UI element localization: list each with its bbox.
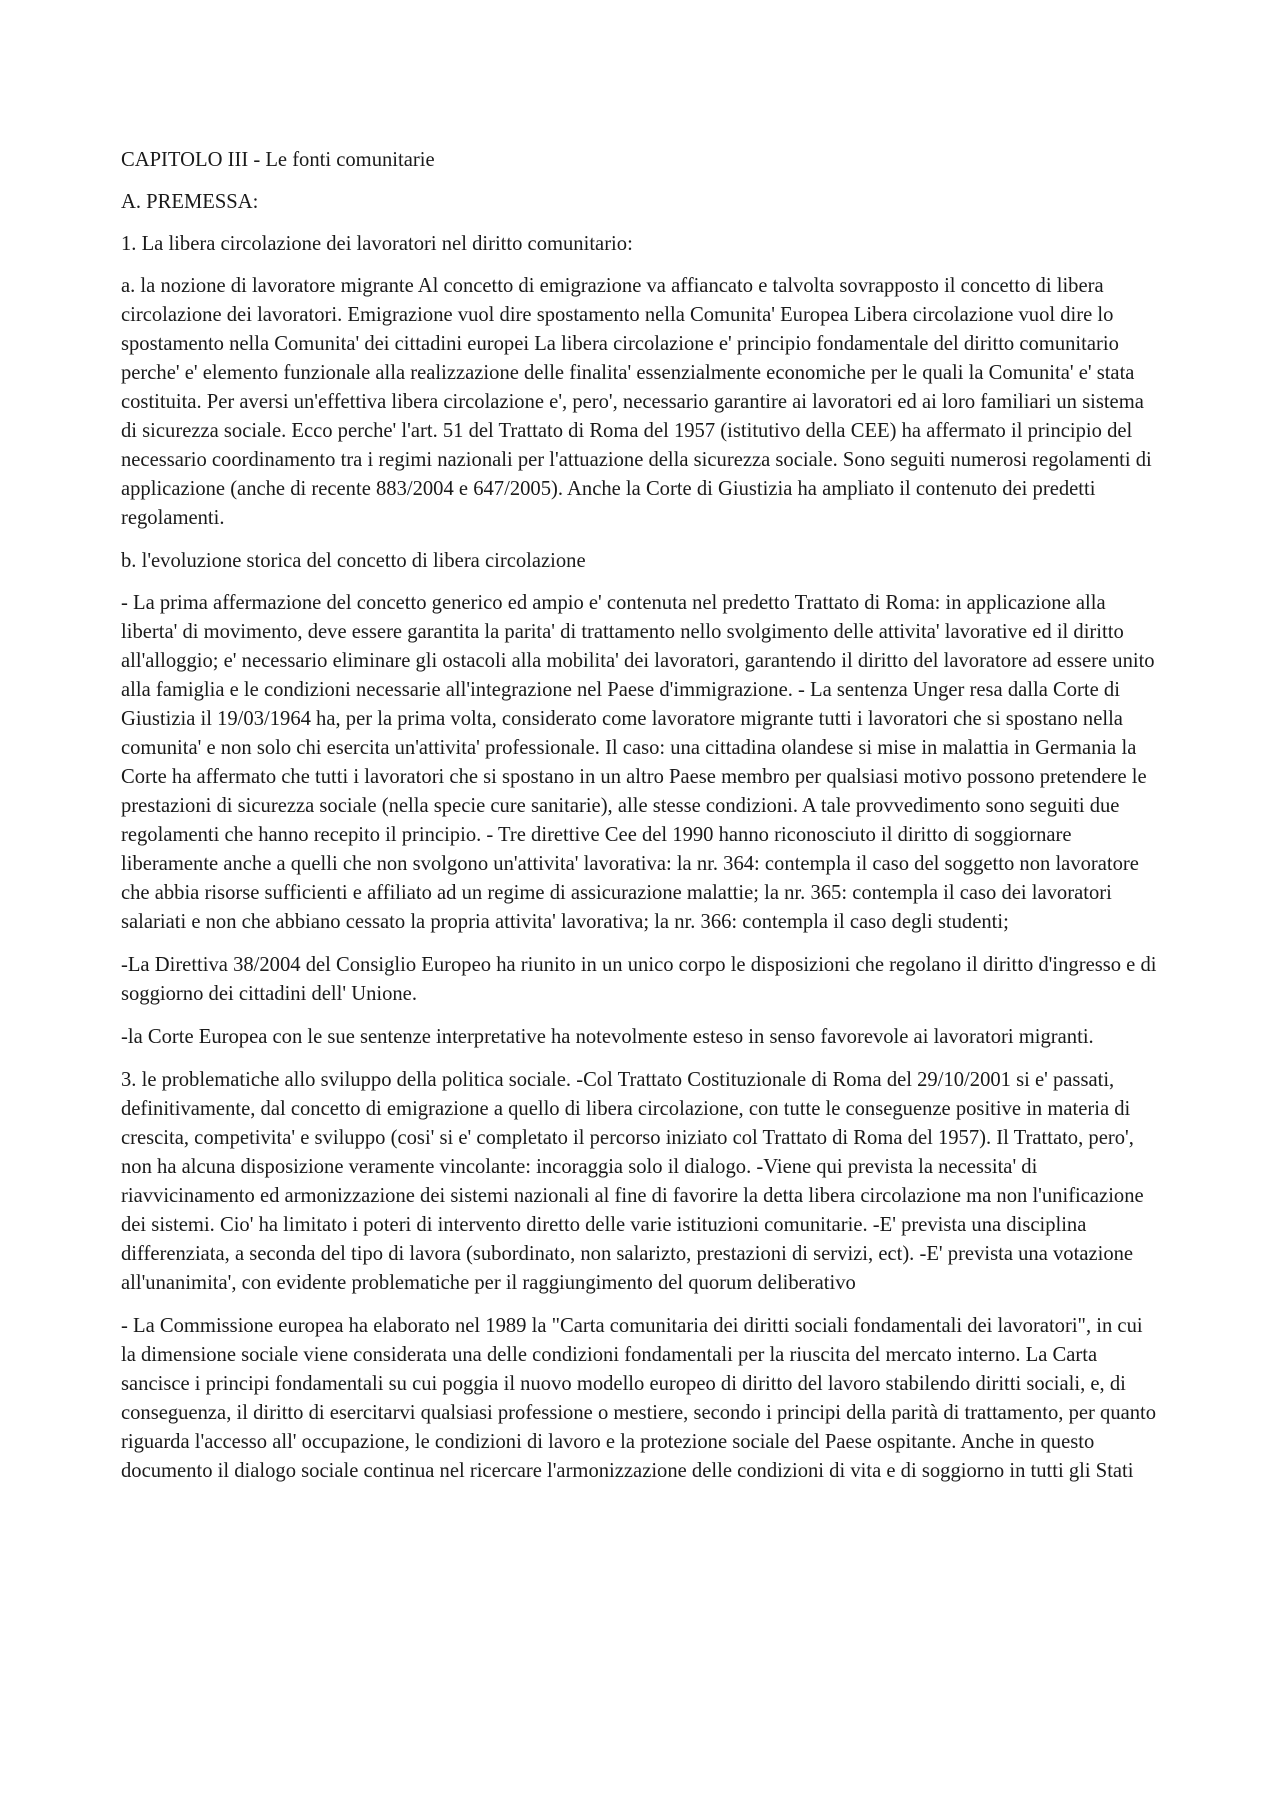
paragraph-court: -la Corte Europea con le sue sentenze interpretative ha notevolmente esteso in senso favorevole ai lavoratori migranti. — [121, 1026, 1094, 1048]
paragraph-evolution: - La prima affermazione del concetto generico ed ampio e' contenuta nel predetto Trattato di Roma: in applicazione alla liberta' di movimento, deve essere garantita la parita' di trattamento nello svolgimento delle attivita' lavorative ed il diritto all'alloggio; e' necessario eliminare gli ostacoli alla mobilita' dei lavoratori, garantendo il diritto del lavoratore ad essere unito alla famiglia e le condizioni necessarie all'integrazione nel Paese d'immigrazione. - La sentenza Unger resa dalla Corte di Giustizia il 19/03/1964 ha, per la prima volta, considerato come lavoratore migrante tutti i lavoratori che si spostano nella comunita' e non solo chi esercita un'attivita' professionale. Il caso: una cittadina olandese si mise in malattia in Germania la Corte ha affermato che tutti i lavoratori che si spostano in un altro Paese membro per qualsiasi motivo possono pretendere le prestazioni di sicurezza sociale (nella specie cure sanitarie), alle stesse condizioni. A tale provvedimento sono seguiti due regolamenti che hanno recepito il principio. - Tre direttive Cee del 1990 hanno riconosciuto il diritto di soggiornare liberamente anche a quelli che non svolgono un'attivita' lavorativa: la nr. 364: contempla il caso del soggetto non lavoratore che abbia risorse sufficienti e affiliato ad un regime di assicurazione malattie; la nr. 365: contempla il caso dei lavoratori salariati e non che abbiano cessato la propria attivita' lavorativa; la nr. 366: contempla il caso degli studenti; — [121, 592, 1155, 933]
paragraph-directive: -La Direttiva 38/2004 del Consiglio Europeo ha riunito in un unico corpo le disposizioni che regolano il diritto d'ingresso e di soggiorno dei cittadini dell' Unione. — [121, 954, 1157, 1005]
paragraph-commission: - La Commissione europea ha elaborato nel 1989 la "Carta comunitaria dei diritti sociali fondamentali dei lavoratori", in cui la dimensione sociale viene considerata una delle condizioni fondamentali per la riuscita del mercato interno. La Carta sancisce i principi fondamentali su cui poggia il nuovo modello europeo di diritto del lavoro stabilendo diritti sociali, e, di conseguenza, il diritto di esercitarvi qualsiasi professione o mestiere, secondo i principi della parità di trattamento, per quanto riguarda l'accesso all' occupazione, le condizioni di lavoro e la protezione sociale del Paese ospitante. Anche in questo documento il dialogo sociale continua nel ricercare l'armonizzazione delle condizioni di vita e di soggiorno in tutti gli Stati — [121, 1315, 1157, 1482]
paragraph-migrant-worker: a. la nozione di lavoratore migrante Al concetto di emigrazione va affiancato e talvolta sovrapposto il concetto di libera circolazione dei lavoratori. Emigrazione vuol dire spostamento nella Comunita' Europea Libera circolazione vuol dire lo spostamento nella Comunita' dei cittadini europei La libera circolazione e' principio fondamentale del diritto comunitario perche' e' elemento funzionale alla realizzazione delle finalita' essenzialmente economiche per le quali la Comunita' e' stata costituita. Per aversi un'effettiva libera circolazione e', pero', necessario garantire ai lavoratori ed ai loro familiari un sistema di sicurezza sociale. Ecco perche' l'art. 51 del Trattato di Roma del 1957 (istitutivo della CEE) ha affermato il principio del necessario coordinamento tra i regimi nazionali per l'attuazione della sicurezza sociale. Sono seguiti numerosi regolamenti di applicazione (anche di recente 883/2004 e 647/2005). Anche la Corte di Giustizia ha ampliato il contenuto dei predetti regolamenti. — [121, 275, 1152, 529]
paragraph-heading-evolution: b. l'evoluzione storica del concetto di libera circolazione — [121, 550, 586, 572]
paragraph-social-policy: 3. le problematiche allo sviluppo della politica sociale. -Col Trattato Costituzionale di Roma del 29/10/2001 si e' passati, definitivamente, dal concetto di emigrazione a quello di libera circolazione, con tutte le conseguenze positive in materia di crescita, competivita' e sviluppo (cosi' si e' completato il percorso iniziato col Trattato di Roma del 1957). Il Trattato, pero', non ha alcuna disposizione veramente vincolante: incoraggia solo il dialogo. -Viene qui prevista la necessita' di riavvicinamento ed armonizzazione dei sistemi nazionali al fine di favorire la detta libera circolazione ma non l'unificazione dei sistemi. Cio' ha limitato i poteri di intervento diretto delle varie istituzioni comunitarie. -E' prevista una disciplina differenziata, a seconda del tipo di lavora (subordinato, non salarizto, prestazioni di servizi, ect). -E' prevista una votazione all'unanimita', con evidente problematiche per il raggiungimento del quorum deliberativo — [121, 1069, 1144, 1294]
document-page — [121, 146, 1161, 1500]
section-heading: A. PREMESSA: — [121, 191, 259, 213]
chapter-title: CAPITOLO III - Le fonti comunitarie — [121, 149, 435, 171]
subsection-heading: 1. La libera circolazione dei lavoratori nel diritto comunitario: — [121, 233, 633, 255]
